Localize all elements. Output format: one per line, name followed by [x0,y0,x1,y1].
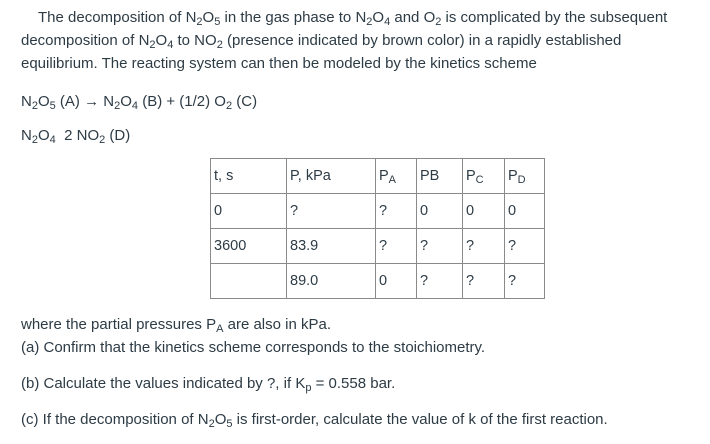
table-row [211,194,545,229]
table-cell: ? [505,229,545,264]
table-cell [211,264,287,299]
table-header-row [211,159,545,194]
intro-line-1: The decomposition of $N_2O_5$ in the gas phase to $N_2O_4$ and $O_2$ is complicated by the subsequent [38,9,668,28]
table-cell: ? [376,194,417,229]
table-cell: ? [287,194,376,229]
intro-line-2: decomposition of $N_2O_4$ to $NO_2$ (presence indicated by brown color) in a rapidly established [21,32,622,51]
header-pc: $P_C$ [463,159,505,194]
table-row [211,264,545,299]
header-pa: $P_A$ [376,159,417,194]
data-table [210,158,545,299]
part-b: (b) Calculate the values indicated by ?, if $K_p = 0.558$ bar. [21,375,396,394]
table-cell: 0 [505,194,545,229]
table-cell: ? [463,229,505,264]
table-cell: ? [505,264,545,299]
where-note: where the partial pressures $P_A$ are also in kPa. [21,316,332,335]
header-pb: PB [417,159,463,194]
table-cell: 0 [211,194,287,229]
table-cell: 3600 [211,229,287,264]
table-row [211,229,545,264]
table-cell: ? [417,264,463,299]
intro-line-3: equilibrium. The reacting system can then be modeled by the kinetics scheme [21,55,537,72]
part-a: (a) Confirm that the kinetics scheme corresponds to the stoichiometry. [21,339,486,356]
table-cell: 89.0 [287,264,376,299]
header-p: P, kPa [287,159,376,194]
header-t: t, s [211,159,287,194]
table-cell: 0 [417,194,463,229]
part-c: (c) If the decomposition of $N_2O_5$ is first-order, calculate the value of k of the first reaction. [21,411,608,430]
reaction-2: $N_2O_4$ 2 $NO_2$ (D) [21,127,131,146]
table-cell: ? [417,229,463,264]
table-cell: 0 [376,264,417,299]
header-pd: $P_D$ [505,159,545,194]
table-cell: ? [463,264,505,299]
reaction-1: $N_2O_5$ $(A) \to N_2O_4$ (B) + (1/2) $O_2$ (C) [21,93,258,112]
table-cell: 83.9 [287,229,376,264]
table-cell: ? [376,229,417,264]
table-cell: 0 [463,194,505,229]
